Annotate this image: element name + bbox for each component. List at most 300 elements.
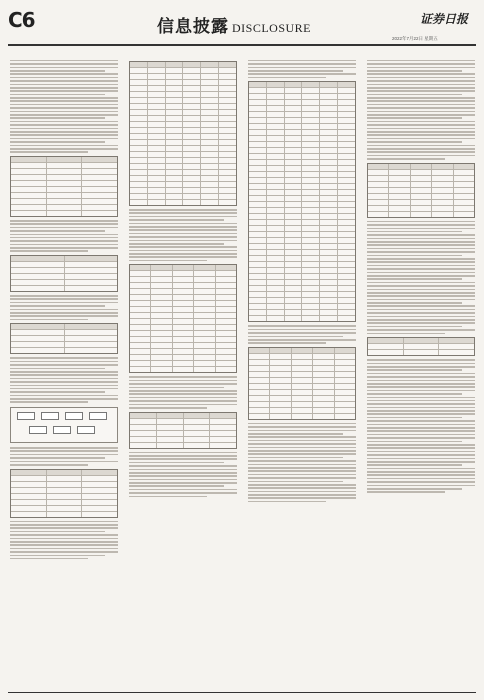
table-cell bbox=[285, 244, 303, 249]
text-line bbox=[10, 357, 118, 359]
table-cell bbox=[320, 172, 338, 177]
table-cell bbox=[11, 193, 47, 198]
text-line bbox=[367, 145, 475, 147]
table-cell bbox=[432, 194, 453, 199]
text-line bbox=[10, 234, 118, 236]
table-cell bbox=[82, 175, 117, 180]
table-cell bbox=[173, 319, 194, 324]
table-cell bbox=[285, 274, 303, 279]
table-cell bbox=[194, 301, 215, 306]
table-cell bbox=[285, 232, 303, 237]
table-cell bbox=[148, 86, 166, 91]
table-cell bbox=[270, 402, 291, 407]
text-line bbox=[248, 477, 356, 479]
table-cell bbox=[285, 184, 303, 189]
table-cell bbox=[11, 157, 47, 162]
table-cell bbox=[130, 80, 148, 85]
table-cell bbox=[249, 244, 267, 249]
table-cell bbox=[267, 160, 285, 165]
text-line bbox=[367, 248, 475, 250]
table-row bbox=[130, 367, 236, 372]
table-cell bbox=[166, 80, 184, 85]
text-line bbox=[10, 124, 118, 126]
table-cell bbox=[157, 437, 184, 442]
table-cell bbox=[194, 271, 215, 276]
text-line bbox=[10, 454, 118, 456]
text-line bbox=[248, 470, 356, 472]
table-cell bbox=[267, 112, 285, 117]
table-cell bbox=[166, 86, 184, 91]
table-cell bbox=[267, 154, 285, 159]
text-line bbox=[367, 114, 475, 116]
table-cell bbox=[47, 476, 83, 481]
table-cell bbox=[201, 188, 219, 193]
text-line bbox=[367, 420, 475, 422]
table-cell bbox=[130, 92, 148, 97]
table-cell bbox=[285, 292, 303, 297]
table-cell bbox=[285, 250, 303, 255]
table-cell bbox=[148, 110, 166, 115]
text-line bbox=[10, 111, 118, 113]
text-line bbox=[367, 413, 475, 415]
table-cell bbox=[338, 250, 355, 255]
text-line bbox=[129, 383, 237, 385]
table-cell bbox=[130, 98, 148, 103]
table-cell bbox=[439, 350, 474, 355]
table-cell bbox=[216, 283, 236, 288]
text-line bbox=[129, 260, 207, 262]
table-cell bbox=[411, 200, 432, 205]
text-line bbox=[10, 247, 118, 249]
table-cell bbox=[130, 431, 157, 436]
table-cell bbox=[320, 82, 338, 87]
table-cell bbox=[335, 372, 355, 377]
text-line bbox=[10, 534, 118, 536]
table-cell bbox=[302, 124, 320, 129]
table-cell bbox=[219, 152, 236, 157]
table-cell bbox=[249, 262, 267, 267]
table-cell bbox=[249, 402, 270, 407]
table-cell bbox=[267, 142, 285, 147]
table-cell bbox=[216, 277, 236, 282]
table-cell bbox=[173, 277, 194, 282]
table-cell bbox=[389, 194, 410, 199]
table-cell bbox=[338, 310, 355, 315]
table-cell bbox=[338, 118, 355, 123]
table-cell bbox=[335, 378, 355, 383]
table-cell bbox=[338, 130, 355, 135]
text-line bbox=[367, 366, 475, 368]
table-cell bbox=[302, 190, 320, 195]
table-cell bbox=[338, 142, 355, 147]
table-cell bbox=[267, 178, 285, 183]
text-line bbox=[129, 469, 237, 471]
table-cell bbox=[47, 157, 83, 162]
table-cell bbox=[302, 106, 320, 111]
table-cell bbox=[47, 482, 83, 487]
table-cell bbox=[130, 74, 148, 79]
table-cell bbox=[389, 188, 410, 193]
table-cell bbox=[285, 316, 303, 321]
text-line bbox=[10, 398, 118, 400]
text-line bbox=[129, 479, 237, 481]
table-cell bbox=[183, 74, 201, 79]
table-cell bbox=[216, 295, 236, 300]
data-table bbox=[248, 347, 356, 420]
table-cell bbox=[183, 140, 201, 145]
table-cell bbox=[335, 384, 355, 389]
table-cell bbox=[302, 268, 320, 273]
table-cell bbox=[302, 118, 320, 123]
table-cell bbox=[320, 118, 338, 123]
text-line bbox=[367, 238, 475, 240]
table-cell bbox=[201, 122, 219, 127]
text-line bbox=[10, 395, 118, 397]
table-cell bbox=[285, 298, 303, 303]
table-cell bbox=[151, 367, 172, 372]
text-line bbox=[129, 380, 237, 382]
data-table bbox=[248, 81, 356, 322]
table-cell bbox=[82, 211, 117, 216]
table-cell bbox=[267, 148, 285, 153]
table-cell bbox=[201, 158, 219, 163]
text-line bbox=[10, 94, 105, 96]
table-cell bbox=[130, 182, 148, 187]
diagram-box bbox=[65, 412, 83, 420]
table-cell bbox=[11, 256, 65, 261]
text-line bbox=[10, 548, 118, 550]
table-cell bbox=[267, 280, 285, 285]
table-cell bbox=[338, 238, 355, 243]
text-line bbox=[367, 224, 475, 226]
table-cell bbox=[194, 355, 215, 360]
text-line bbox=[10, 227, 118, 229]
text-line bbox=[367, 221, 475, 223]
section-title-cn: 信息披露 bbox=[157, 17, 229, 37]
table-cell bbox=[338, 82, 355, 87]
table-cell bbox=[335, 360, 355, 365]
table-cell bbox=[389, 182, 410, 187]
table-row bbox=[11, 512, 117, 517]
table-cell bbox=[201, 176, 219, 181]
text-line bbox=[129, 256, 237, 258]
table-cell bbox=[302, 238, 320, 243]
text-line bbox=[367, 94, 462, 96]
table-cell bbox=[338, 214, 355, 219]
table-cell bbox=[249, 360, 270, 365]
table-cell bbox=[368, 344, 404, 349]
table-cell bbox=[219, 122, 236, 127]
table-cell bbox=[130, 437, 157, 442]
text-line bbox=[10, 381, 118, 383]
table-cell bbox=[313, 414, 334, 419]
text-line bbox=[129, 492, 237, 494]
text-line bbox=[367, 138, 475, 140]
table-cell bbox=[157, 431, 184, 436]
table-cell bbox=[216, 331, 236, 336]
text-line bbox=[129, 455, 237, 457]
table-cell bbox=[267, 184, 285, 189]
table-cell bbox=[249, 100, 267, 105]
text-line bbox=[367, 376, 475, 378]
text-line bbox=[367, 410, 475, 412]
table-cell bbox=[183, 122, 201, 127]
table-cell bbox=[65, 280, 118, 285]
text-line bbox=[367, 305, 475, 307]
table-cell bbox=[201, 92, 219, 97]
table-cell bbox=[219, 188, 236, 193]
table-cell bbox=[173, 355, 194, 360]
table-cell bbox=[183, 116, 201, 121]
table-cell bbox=[47, 169, 83, 174]
table-cell bbox=[130, 283, 151, 288]
table-cell bbox=[320, 94, 338, 99]
table-cell bbox=[249, 184, 267, 189]
table-cell bbox=[47, 500, 83, 505]
table-cell bbox=[194, 319, 215, 324]
text-line bbox=[248, 464, 356, 466]
table-cell bbox=[302, 166, 320, 171]
table-cell bbox=[338, 298, 355, 303]
table-cell bbox=[320, 220, 338, 225]
table-cell bbox=[302, 274, 320, 279]
table-cell bbox=[404, 350, 440, 355]
table-row bbox=[368, 212, 474, 217]
text-line bbox=[248, 336, 343, 338]
text-line bbox=[367, 67, 475, 69]
text-line bbox=[10, 464, 88, 466]
table-cell bbox=[302, 136, 320, 141]
table-cell bbox=[82, 476, 117, 481]
text-line bbox=[367, 451, 475, 453]
table-cell bbox=[338, 184, 355, 189]
table-cell bbox=[313, 354, 334, 359]
table-cell bbox=[47, 211, 83, 216]
text-line bbox=[367, 141, 462, 143]
table-cell bbox=[151, 277, 172, 282]
table-cell bbox=[173, 337, 194, 342]
table-cell bbox=[11, 476, 47, 481]
text-line bbox=[10, 541, 118, 543]
text-line bbox=[367, 272, 475, 274]
text-line bbox=[367, 151, 475, 153]
text-line bbox=[367, 437, 475, 439]
text-line bbox=[367, 316, 475, 318]
table-cell bbox=[302, 226, 320, 231]
table-cell bbox=[267, 118, 285, 123]
text-line bbox=[10, 555, 105, 557]
table-cell bbox=[130, 271, 151, 276]
section-title bbox=[157, 12, 311, 37]
table-cell bbox=[285, 214, 303, 219]
table-cell bbox=[338, 88, 355, 93]
table-cell bbox=[151, 289, 172, 294]
data-table bbox=[129, 412, 237, 449]
table-cell bbox=[166, 74, 184, 79]
table-cell bbox=[249, 148, 267, 153]
table-cell bbox=[210, 413, 236, 418]
data-table bbox=[367, 337, 475, 356]
column-1 bbox=[10, 58, 118, 690]
table-cell bbox=[302, 262, 320, 267]
text-line bbox=[10, 87, 118, 89]
table-cell bbox=[201, 74, 219, 79]
text-line bbox=[10, 237, 118, 239]
table-cell bbox=[292, 354, 313, 359]
text-line bbox=[367, 295, 475, 297]
text-line bbox=[10, 527, 118, 529]
table-cell bbox=[249, 94, 267, 99]
table-cell bbox=[320, 256, 338, 261]
table-cell bbox=[302, 214, 320, 219]
table-cell bbox=[249, 220, 267, 225]
column-2 bbox=[129, 58, 237, 690]
table-cell bbox=[151, 337, 172, 342]
text-line bbox=[10, 361, 118, 363]
table-cell bbox=[47, 512, 83, 517]
data-table bbox=[10, 469, 118, 518]
text-line bbox=[248, 453, 356, 455]
table-cell bbox=[249, 292, 267, 297]
table-cell bbox=[183, 62, 201, 67]
table-cell bbox=[338, 112, 355, 117]
table-cell bbox=[183, 92, 201, 97]
table-cell bbox=[338, 100, 355, 105]
text-line bbox=[248, 491, 356, 493]
table-cell bbox=[130, 104, 148, 109]
table-cell bbox=[454, 170, 474, 175]
table-cell bbox=[219, 62, 236, 67]
table-cell bbox=[216, 367, 236, 372]
text-line bbox=[367, 77, 475, 79]
text-line bbox=[367, 302, 462, 304]
table-cell bbox=[130, 164, 148, 169]
table-cell bbox=[313, 390, 334, 395]
table-cell bbox=[166, 140, 184, 145]
table-cell bbox=[267, 220, 285, 225]
table-cell bbox=[285, 148, 303, 153]
table-cell bbox=[130, 265, 151, 270]
table-cell bbox=[285, 154, 303, 159]
table-cell bbox=[183, 86, 201, 91]
table-cell bbox=[338, 292, 355, 297]
table-cell bbox=[249, 390, 270, 395]
table-cell bbox=[157, 413, 184, 418]
table-cell bbox=[270, 414, 291, 419]
table-cell bbox=[210, 437, 236, 442]
text-line bbox=[10, 309, 118, 311]
table-cell bbox=[219, 134, 236, 139]
table-cell bbox=[151, 349, 172, 354]
table-cell bbox=[249, 178, 267, 183]
table-cell bbox=[335, 408, 355, 413]
table-cell bbox=[151, 361, 172, 366]
table-cell bbox=[130, 295, 151, 300]
table-cell bbox=[338, 148, 355, 153]
table-cell bbox=[82, 506, 117, 511]
table-cell bbox=[270, 390, 291, 395]
text-line bbox=[248, 60, 356, 62]
table-cell bbox=[157, 425, 184, 430]
text-line bbox=[129, 472, 237, 474]
table-cell bbox=[148, 104, 166, 109]
table-cell bbox=[11, 274, 65, 279]
text-line bbox=[367, 228, 475, 230]
text-line bbox=[367, 275, 475, 277]
table-cell bbox=[219, 116, 236, 121]
text-line bbox=[10, 134, 118, 136]
text-line bbox=[367, 117, 462, 119]
table-cell bbox=[249, 130, 267, 135]
table-cell bbox=[389, 176, 410, 181]
table-cell bbox=[219, 146, 236, 151]
table-cell bbox=[320, 184, 338, 189]
table-cell bbox=[11, 268, 65, 273]
table-cell bbox=[302, 232, 320, 237]
table-cell bbox=[320, 160, 338, 165]
text-line bbox=[129, 219, 224, 221]
table-cell bbox=[270, 348, 291, 353]
table-cell bbox=[201, 80, 219, 85]
table-cell bbox=[454, 188, 474, 193]
text-line bbox=[10, 128, 118, 130]
table-cell bbox=[166, 122, 184, 127]
table-cell bbox=[292, 372, 313, 377]
table-cell bbox=[270, 354, 291, 359]
table-cell bbox=[285, 304, 303, 309]
text-line bbox=[248, 457, 343, 459]
text-line bbox=[248, 487, 356, 489]
table-cell bbox=[320, 280, 338, 285]
text-line bbox=[367, 111, 475, 113]
table-cell bbox=[11, 470, 47, 475]
table-cell bbox=[411, 164, 432, 169]
table-cell bbox=[65, 268, 118, 273]
table-cell bbox=[302, 220, 320, 225]
table-cell bbox=[267, 286, 285, 291]
table-cell bbox=[320, 286, 338, 291]
table-cell bbox=[82, 482, 117, 487]
text-line bbox=[10, 391, 105, 393]
table-cell bbox=[194, 283, 215, 288]
table-cell bbox=[338, 190, 355, 195]
text-line bbox=[367, 289, 475, 291]
table-cell bbox=[130, 361, 151, 366]
table-cell bbox=[219, 86, 236, 91]
text-line bbox=[10, 138, 118, 140]
table-cell bbox=[194, 337, 215, 342]
table-cell bbox=[338, 232, 355, 237]
table-cell bbox=[249, 280, 267, 285]
table-cell bbox=[82, 512, 117, 517]
text-line bbox=[367, 312, 475, 314]
text-line bbox=[10, 295, 118, 297]
table-cell bbox=[338, 166, 355, 171]
diagram-box bbox=[17, 412, 35, 420]
table-cell bbox=[285, 130, 303, 135]
text-line bbox=[10, 244, 118, 246]
table-cell bbox=[47, 199, 83, 204]
table-cell bbox=[148, 122, 166, 127]
text-line bbox=[10, 141, 105, 143]
table-cell bbox=[173, 289, 194, 294]
table-cell bbox=[338, 286, 355, 291]
table-cell bbox=[285, 88, 303, 93]
table-cell bbox=[148, 188, 166, 193]
table-cell bbox=[183, 200, 201, 205]
table-cell bbox=[302, 286, 320, 291]
text-line bbox=[367, 258, 475, 260]
